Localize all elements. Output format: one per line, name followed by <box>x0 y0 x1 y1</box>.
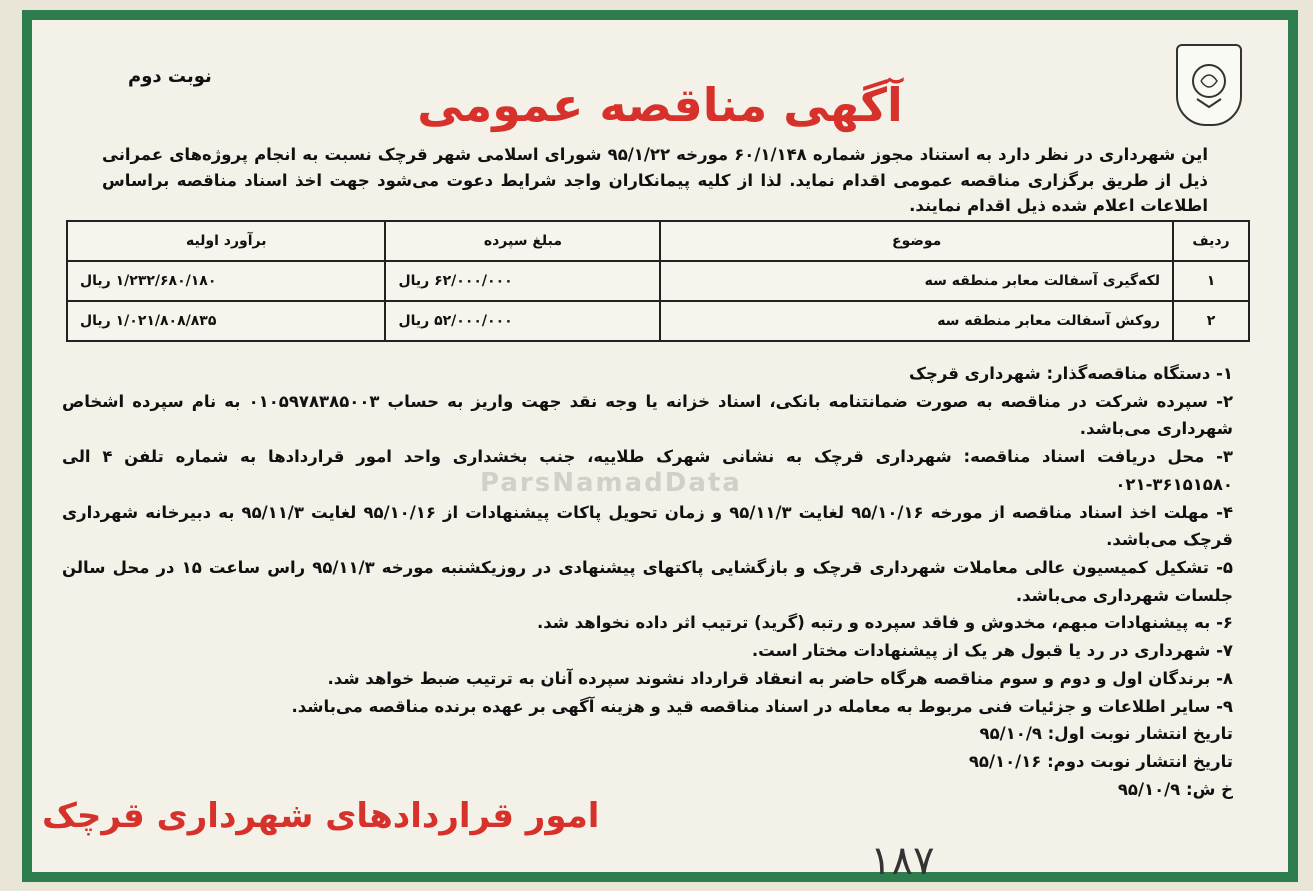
row-estimate: ۱/۲۳۲/۶۸۰/۱۸۰ ریال <box>67 261 385 301</box>
list-item: ۶- به پیشنهادات مبهم، مخدوش و فاقد سپرده و رتبه (گرید) ترتیب اثر داده نخواهد شد. <box>536 613 1233 633</box>
tender-table <box>66 220 1250 342</box>
row-subject: روکش آسفالت معابر منطقه سه <box>660 301 1173 341</box>
table-row <box>67 261 1249 301</box>
col-header-subject: موضوع <box>660 221 1173 261</box>
intro-text: این شهرداری در نظر دارد به استناد مجوز شماره ۶۰/۱/۱۴۸ مورخه ۹۵/۱/۲۲ شورای اسلامی شهر قرچک نسبت به انجام پروژه‌های عمرانی ذیل از طریق برگزاری مناقصه عمومی اقدام نماید. لذا از کلیه پیمانکاران واجد شرایط دعوت می‌شود جهت اخذ اسناد مناقصه براساس اطلاعات اعلام شده ذیل اقدام نمایند. <box>102 145 1208 216</box>
row-deposit: ۶۲/۰۰۰/۰۰۰ ریال <box>385 261 660 301</box>
list-item: ۵- تشکیل کمیسیون عالی معاملات شهرداری قرچک و بازگشایی پاکتهای پیشنهادی در روزیکشنبه مورخه ۹۵/۱۱/۳ راس ساعت ۱۵ در محل سالن جلسات شهرداری می‌باشد. <box>62 558 1233 605</box>
publish-date-first: تاریخ انتشار نوبت اول: ۹۵/۱۰/۹ <box>979 724 1233 744</box>
row-index: ۱ <box>1173 261 1249 301</box>
col-header-deposit: مبلغ سپرده <box>385 221 660 261</box>
code-line: خ ش: ۹۵/۱۰/۹ <box>1117 779 1233 799</box>
list-item: ۸- برندگان اول و دوم و سوم مناقصه هرگاه حاضر به انعقاد قرارداد نشوند سپرده آنان به ترتیب ضبط خواهد شد. <box>327 668 1233 688</box>
row-index: ۲ <box>1173 301 1249 341</box>
round-label: نوبت دوم <box>128 66 212 87</box>
watermark: ParsNamadData <box>480 468 742 498</box>
ad-title: آگهی مناقصه عمومی <box>417 78 903 132</box>
list-item: ۱- دستگاه مناقصه‌گذار: شهرداری قرچک <box>909 364 1233 383</box>
col-header-index: ردیف <box>1173 221 1249 261</box>
conditions-list <box>62 360 1233 804</box>
row-deposit: ۵۲/۰۰۰/۰۰۰ ریال <box>385 301 660 341</box>
col-header-estimate: برآورد اولیه <box>67 221 385 261</box>
publish-date-second: تاریخ انتشار نوبت دوم: ۹۵/۱۰/۱۶ <box>968 752 1233 772</box>
list-item: ۴- مهلت اخذ اسناد مناقصه از مورخه ۹۵/۱۰/۱۶ لغایت ۹۵/۱۱/۳ و زمان تحویل پاکات پیشنهادات از ۹۵/۱۰/۱۶ لغایت ۹۵/۱۱/۳ به دبیرخانه شهرداری قرچک می‌باشد. <box>62 502 1234 550</box>
table-header-row <box>67 221 1249 261</box>
handwritten-note: ۱۸۷ <box>870 838 935 884</box>
row-estimate: ۱/۰۲۱/۸۰۸/۸۳۵ ریال <box>67 301 385 341</box>
list-item: ۳- محل دریافت اسناد مناقصه: شهرداری قرچک به نشانی شهرک طلاییه، جنب بخشداری واحد امور قراردادها به شماره تلفن ۴ الی ۳۶۱۵۱۵۸۰-۰۲۱ <box>62 447 1233 494</box>
row-subject: لکه‌گیری آسفالت معابر منطقه سه <box>660 261 1173 301</box>
list-item: ۹- سایر اطلاعات و جزئیات فنی مربوط به معامله در اسناد مناقصه قید و هزینه آگهی بر عهده برنده مناقصه می‌باشد. <box>291 696 1233 716</box>
list-item: ۲- سپرده شرکت در مناقصه به صورت ضمانتنامه بانکی، اسناد خزانه یا وجه نقد جهت واریز به حساب ۰۱۰۵۹۷۸۳۸۵۰۰۳ به نام سپرده اشخاص شهرداری می‌باشد. <box>62 391 1234 439</box>
table-row <box>67 301 1249 341</box>
footer-signature: امور قراردادهای شهرداری قرچک <box>42 796 600 836</box>
list-item: ۷- شهرداری در رد یا قبول هر یک از پیشنهادات مختار است. <box>751 641 1233 661</box>
